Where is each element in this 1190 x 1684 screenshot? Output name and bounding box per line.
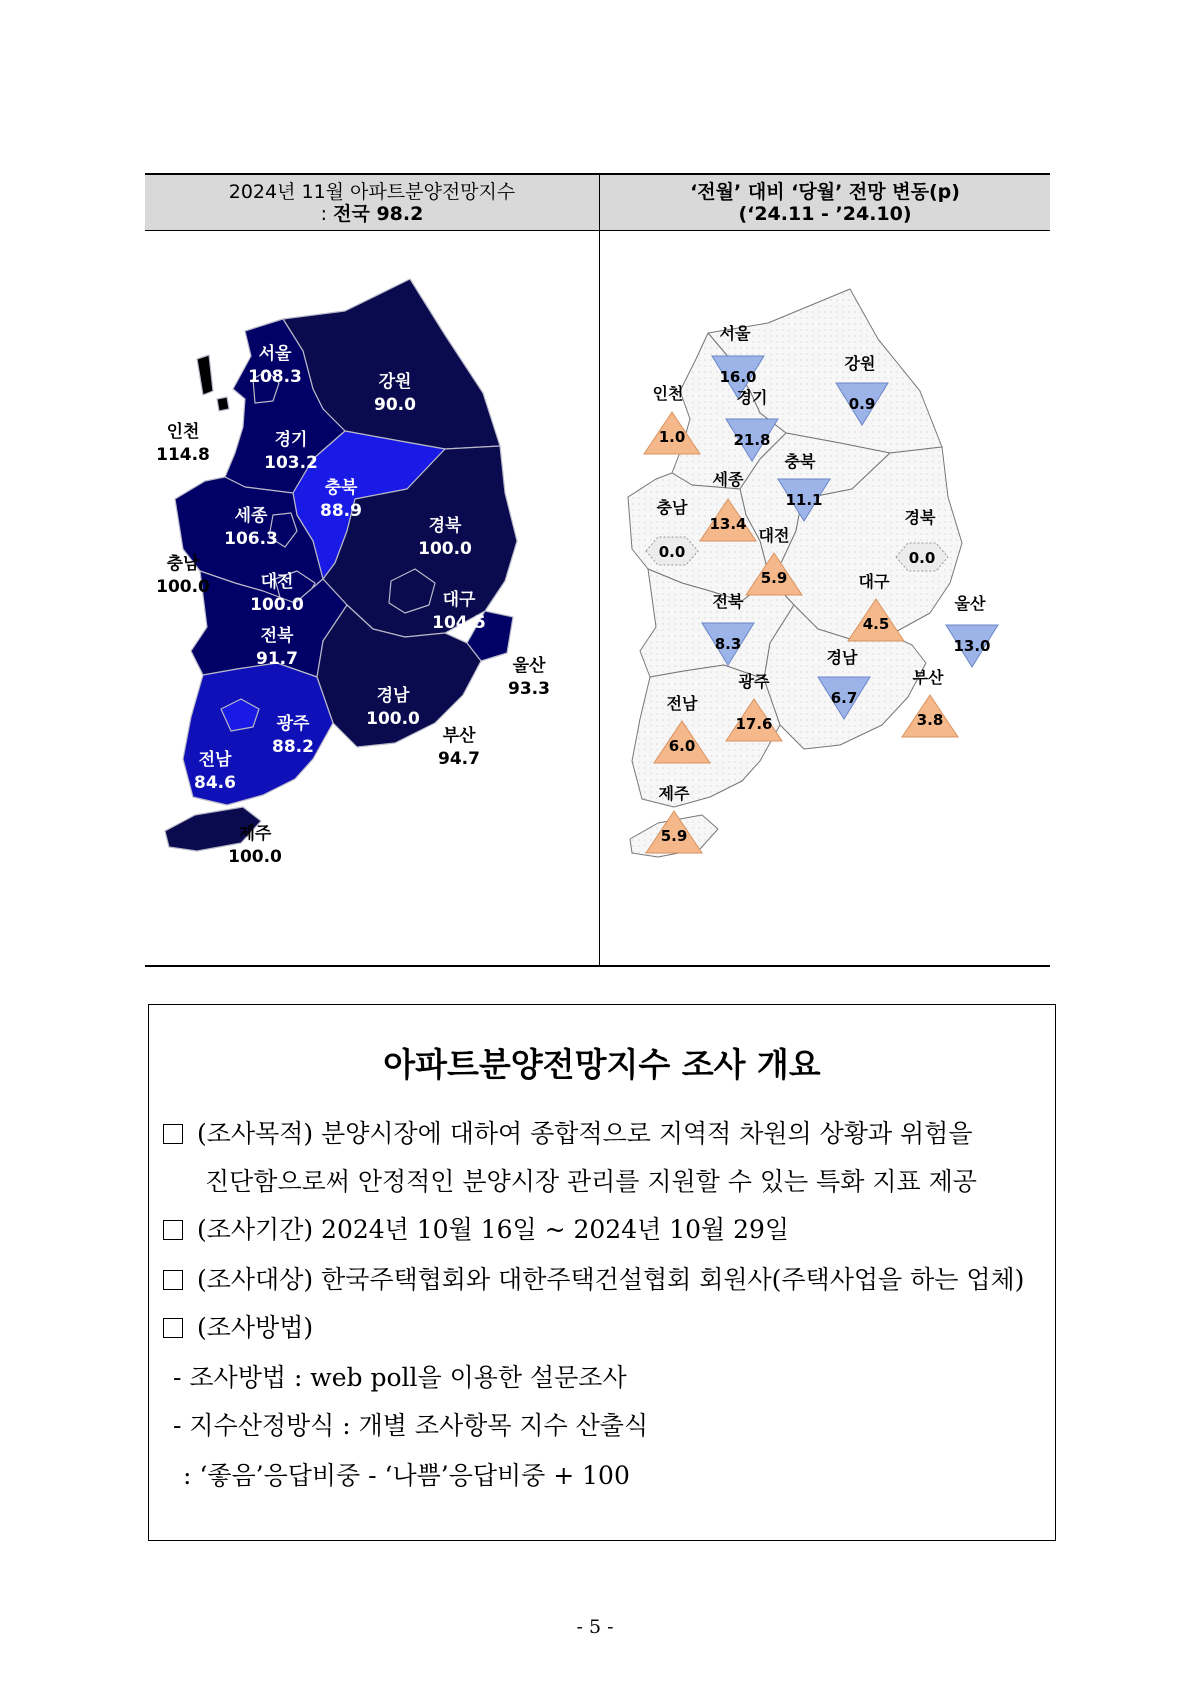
change-label-value: 3.8 [916,711,944,729]
region-label-name: 서울 [258,344,292,364]
change-label-name: 대구 [858,572,890,591]
change-map [600,231,1050,965]
change-label-name: 경기 [736,388,768,407]
change-label-value: 13.0 [953,637,991,655]
region-label-name: 대전 [260,572,294,592]
change-label-name: 인천 [652,384,684,403]
region-label-name: 전북 [260,626,294,646]
change-label-name: 강원 [844,354,876,373]
change-label-name: 경남 [826,648,858,667]
checkbox-bullet [163,1318,183,1338]
checkbox-bullet [163,1270,183,1290]
survey-overview-title: 아파트분양전망지수 조사 개요 [383,1045,821,1084]
change-label-name: 전남 [666,694,698,713]
region-label-name: 충북 [324,478,358,498]
change-label-value: 0.9 [848,395,876,413]
region-label-value: 104.5 [432,613,486,633]
region-label-name: 경기 [274,430,308,450]
change-label-value: 0.0 [658,543,686,561]
region-label-name: 인천 [166,422,200,442]
change-label-name: 광주 [738,672,770,691]
region-label-value: 108.3 [248,367,302,387]
survey-method-detail: - 조사방법 : web poll을 이용한 설문조사 [173,1363,627,1392]
region-label-name: 제주 [238,824,272,844]
change-label-name: 대전 [758,526,790,545]
region-label-value: 94.7 [438,749,480,769]
change-label-value: 0.0 [908,549,936,567]
change-label-value: 13.4 [709,515,747,533]
right-map-header [600,181,1050,225]
survey-method-text: (조사방법) [197,1313,314,1342]
change-label-name: 전북 [712,592,744,611]
region-shape-incheon-islands-2 [217,397,229,411]
right-header-line2: (‘24.11 - ’24.10) [738,203,912,225]
change-label-value: 16.0 [719,368,757,386]
change-label-value: 21.8 [733,431,771,449]
region-label-value: 100.0 [366,709,420,729]
region-label-value: 103.2 [264,453,318,473]
region-label-value: 93.3 [508,679,550,699]
change-label-value: 8.3 [714,635,742,653]
region-label-value: 114.8 [156,445,210,465]
survey-purpose-line [163,1119,1043,1149]
region-label-name: 광주 [276,714,310,734]
region-label-value: 84.6 [194,773,236,793]
region-label-name: 전남 [198,750,232,770]
region-label-name: 충남 [166,554,200,574]
left-map-header [145,181,599,225]
region-label-value: 88.2 [272,737,314,757]
left-header-line1: 2024년 11월 아파트분양전망지수 [228,181,516,203]
change-label-value: 6.7 [830,689,858,707]
table-top-rule [145,173,1050,175]
change-label-name: 울산 [954,594,986,613]
change-label-value: 6.0 [668,737,696,755]
checkbox-bullet [163,1124,183,1144]
maps-table [145,173,1050,967]
index-formula: : ‘좋음’응답비중 - ‘나쁨’응답비중 + 100 [183,1461,630,1490]
region-label-name: 세종 [234,506,268,526]
change-label-name: 경북 [904,508,936,527]
right-map-shapes [628,289,962,857]
right-header-line1: ‘전월’ 대비 ‘당월’ 전망 변동(p) [690,181,960,203]
region-label-value: 100.0 [156,577,210,597]
region-shape-incheon-islands [197,355,213,395]
survey-overview-box [148,1004,1056,1541]
page-number: - 5 - [576,1616,614,1638]
region-label-value: 100.0 [250,595,304,615]
change-label-name: 제주 [658,784,690,803]
index-choropleth-map [145,231,599,965]
region-label-value: 100.0 [228,847,282,867]
survey-purpose-text: (조사목적) 분양시장에 대하여 종합적으로 지역적 차원의 상황과 위험을 [197,1119,973,1148]
change-label-value: 5.9 [660,827,688,845]
region-label-value: 91.7 [256,649,298,669]
national-index: 전국 98.2 [333,203,424,225]
region-label-name: 강원 [378,372,412,392]
change-label-value: 4.5 [862,615,890,633]
left-header-line2 [145,203,599,225]
table-bottom-rule [145,965,1050,967]
left-header-prefix: : [320,203,334,225]
survey-method-line [163,1313,1043,1343]
change-label-value: 17.6 [735,715,773,733]
survey-target-line [163,1265,1043,1295]
change-label-name: 충북 [784,452,816,471]
survey-period-line [163,1215,1043,1245]
region-label-name: 경남 [376,686,410,706]
change-label-name: 충남 [656,498,688,517]
index-calc-method: - 지수산정방식 : 개별 조사항목 지수 산출식 [173,1411,649,1440]
region-label-name: 대구 [442,590,476,610]
change-label-name: 부산 [912,668,944,687]
region-label-name: 경북 [428,516,462,536]
survey-period-text: (조사기간) 2024년 10월 16일 ~ 2024년 10월 29일 [197,1215,790,1244]
change-label-value: 5.9 [760,569,788,587]
region-label-value: 88.9 [320,501,362,521]
region-label-name: 울산 [512,656,546,676]
region-label-name: 부산 [442,726,476,746]
survey-target-text: (조사대상) 한국주택협회와 대한주택건설협회 회원사(주택사업을 하는 업체) [197,1265,1025,1294]
change-label-name: 세종 [712,470,744,489]
region-label-value: 90.0 [374,395,416,415]
checkbox-bullet [163,1220,183,1240]
change-label-name: 서울 [719,324,751,343]
change-label-value: 1.0 [658,428,686,446]
change-label-value: 11.1 [785,491,823,509]
region-label-value: 106.3 [224,529,278,549]
survey-purpose-continued: 진단함으로써 안정적인 분양시장 관리를 지원할 수 있는 특화 지표 제공 [205,1167,977,1196]
region-label-value: 100.0 [418,539,472,559]
